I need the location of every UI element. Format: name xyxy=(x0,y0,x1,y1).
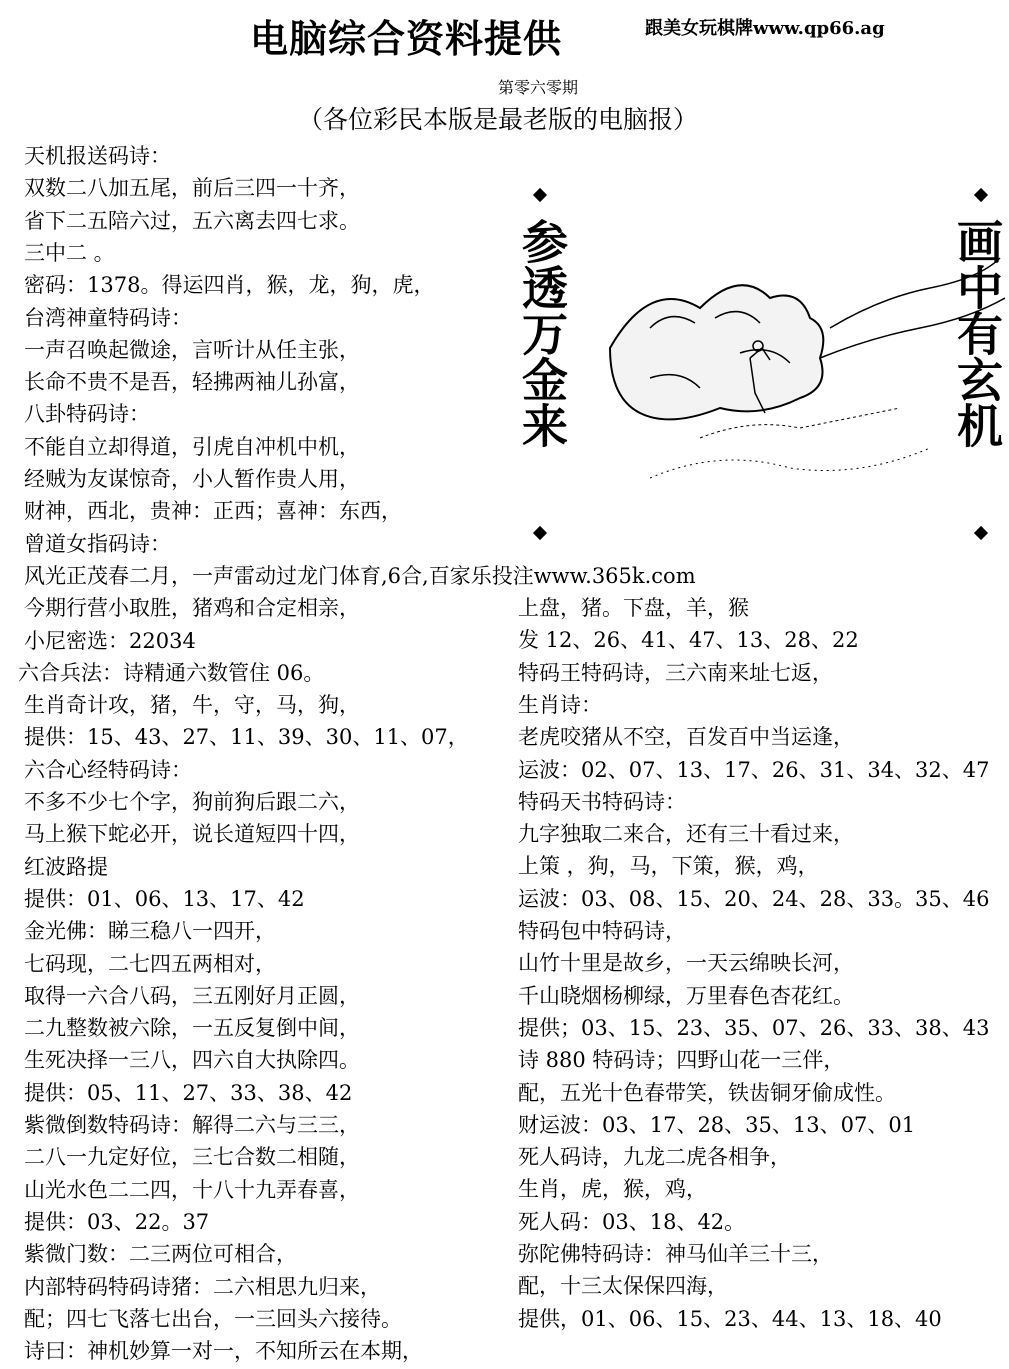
left-text-line[interactable]: 风光正茂春二月，一声雷动过龙门体育,6合,百家乐投注www.365k.com xyxy=(24,563,696,588)
left-text-line: 金光佛：睇三稳八一四开， xyxy=(24,919,276,944)
left-text-line: 八卦特码诗： xyxy=(24,402,150,427)
left-vertical-text: 参透万金来 xyxy=(515,218,569,448)
left-text-line: 生死决择一三八，四六自大执除四。 xyxy=(24,1048,360,1073)
right-vertical-text: 画中有玄机 xyxy=(950,218,1004,448)
right-text-line: 提供，01、06、15、23、44、13、18、40 xyxy=(518,1306,942,1331)
right-text-line: 死人码：03、18、42。 xyxy=(518,1209,746,1234)
left-text-line: 七码现，二七四五两相对， xyxy=(24,951,276,976)
issue-number: 第零六零期 xyxy=(498,78,579,97)
left-text-line: 生肖奇计攻，猪，牛，守，马，狗， xyxy=(24,693,360,718)
left-text-line: 六合心经特码诗： xyxy=(24,757,192,782)
left-text-line: 不能自立却得道，引虎自冲机中机， xyxy=(24,434,360,459)
left-text-line: 提供：05、11、27、33、38、42 xyxy=(24,1080,353,1105)
left-text-line: 配；四七飞落七出台，一三回头六接待。 xyxy=(24,1306,402,1331)
illustration xyxy=(500,178,1005,558)
right-text-line: 上盘，猪。下盘，羊，猴 xyxy=(518,596,749,620)
right-text-line: 上策 ，狗，马，下策，猴，鸡， xyxy=(518,854,819,879)
landscape-illustration xyxy=(500,178,1005,558)
left-text-line: 三中二 。 xyxy=(24,240,115,265)
right-text-line: 生肖，虎，猴，鸡， xyxy=(518,1177,707,1202)
right-text-line: 运波：02、07、13、17、26、31、34、32、47 xyxy=(518,757,990,782)
left-text-line: 提供：03、22。37 xyxy=(24,1209,210,1234)
left-text-line: 一声召唤起微途，言听计从任主张， xyxy=(24,337,360,362)
right-text-line: 死人码诗，九龙二虎各相争， xyxy=(518,1145,791,1170)
right-text-line: 配，十三太保保四海， xyxy=(518,1274,728,1299)
left-text-line: 红波路提 xyxy=(24,854,108,879)
right-text-line: 弥陀佛特码诗：神马仙羊三十三， xyxy=(518,1242,833,1266)
right-text-line: 老虎咬猪从不空，百发百中当运逢， xyxy=(518,725,854,750)
left-text-line: 山光水色二二四，十八十九弄春喜， xyxy=(24,1177,360,1202)
left-text-line: 提供：15、43、27、11、39、30、11、07， xyxy=(24,725,469,750)
left-text-line: 二九整数被六除，一五反复倒中间， xyxy=(24,1016,360,1041)
left-text-line: 取得一六合八码，三五刚好月正圆， xyxy=(24,983,360,1008)
left-text-line: 诗曰：神机妙算一对一，不知所云在本期， xyxy=(24,1339,423,1364)
right-text-line: 发 12、26、41、47、13、28、22 xyxy=(518,628,859,653)
left-text-line: 提供：01、06、13、17、42 xyxy=(24,886,305,911)
ad-link[interactable]: 跟美女玩棋牌www.qp66.ag xyxy=(645,18,885,39)
subtitle: （各位彩民本版是最老版的电脑报） xyxy=(298,105,699,134)
left-text-line: 长命不贵不是吾，轻拂两袖儿孙富， xyxy=(24,370,360,395)
left-text-line: 双数二八加五尾，前后三四一十齐， xyxy=(24,176,360,201)
left-text-line: 密码：1378。得运四肖，猴，龙，狗，虎， xyxy=(24,273,435,298)
left-text-line: 不多不少七个字，狗前狗后跟二六， xyxy=(24,790,360,814)
right-text-line: 特码包中特码诗， xyxy=(518,919,686,943)
left-text-line: 紫微倒数特码诗：解得二六与三三， xyxy=(24,1113,360,1137)
left-text-line: 天机报送码诗： xyxy=(24,144,171,168)
right-text-line: 特码天书特码诗： xyxy=(518,789,686,814)
left-text-line: 省下二五陪六过，五六离去四七求。 xyxy=(24,208,360,233)
right-text-line: 九字独取二来合，还有三十看过来， xyxy=(518,822,854,847)
left-text-line: 马上猴下蛇必开，说长道短四十四， xyxy=(24,822,360,847)
right-text-line: 特码王特码诗，三六南来址七返， xyxy=(518,660,833,685)
right-text-line: 财运波：03、17、28、35、13、07、01 xyxy=(518,1112,916,1137)
right-text-line: 配，五光十色春带笑，铁齿铜牙偷成性。 xyxy=(518,1080,896,1105)
left-text-line: 台湾神童特码诗： xyxy=(24,305,192,330)
right-text-line: 千山晓烟杨柳绿，万里春色杏花红。 xyxy=(518,983,854,1008)
page-title: 电脑综合资料提供 xyxy=(250,17,563,61)
left-text-line: 六合兵法：诗精通六数管住 06。 xyxy=(18,660,325,685)
right-text-line: 提供；03、15、23、35、07、26、33、38、43 xyxy=(518,1015,990,1040)
left-text-line: 内部特码特码诗猪：二六相思九归来， xyxy=(24,1274,381,1299)
right-text-line: 运波：03、08、15、20、24、28、33。35、46 xyxy=(518,886,990,911)
left-text-line: 二八一九定好位，三七合数二相随， xyxy=(24,1145,360,1170)
right-text-line: 生肖诗： xyxy=(518,692,602,717)
right-text-line: 山竹十里是故乡，一天云绵映长河， xyxy=(518,951,854,976)
left-text-line: 今期行营小取胜，猪鸡和合定相亲， xyxy=(24,596,360,621)
left-text-line: 小尼密选：22034 xyxy=(24,628,196,653)
left-text-line: 曾道女指码诗： xyxy=(24,531,171,556)
left-text-line: 紫微门数：二三两位可相合， xyxy=(24,1242,297,1267)
left-text-line: 财神，西北，贵神：正西；喜神：东西， xyxy=(24,499,402,524)
left-text-line: 经贼为友谋惊奇，小人暂作贵人用， xyxy=(24,467,360,491)
right-text-line: 诗 880 特码诗；四野山花一三伴， xyxy=(518,1048,845,1073)
